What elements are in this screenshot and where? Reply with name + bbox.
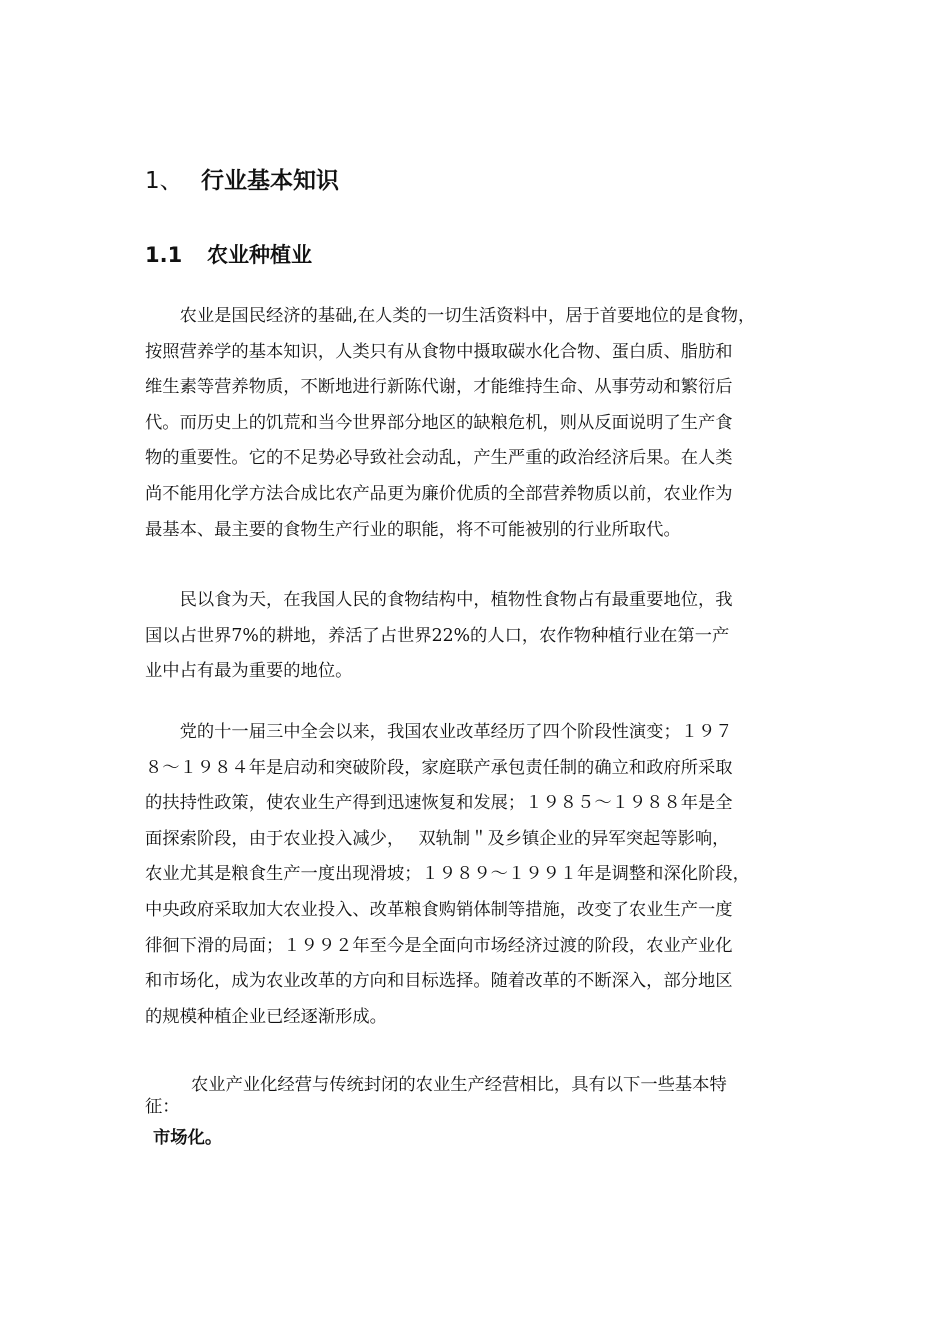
paragraph-line: 党的十一届三中全会以来，我国农业改革经历了四个阶段性演变；１９７	[145, 722, 733, 742]
paragraph-line: 农业尤其是粮食生产一度出现滑坡；１９８９～１９９１年是调整和深化阶段，	[145, 864, 750, 885]
subsection-number: 1.1	[145, 243, 183, 267]
paragraph-line: 国以占世界7%的耕地，养活了占世界22%的人口，农作物种植行业在第一产	[145, 625, 730, 646]
paragraph-line: 农业是国民经济的基础,在人类的一切生活资料中，居于首要地位的是食物，	[145, 306, 756, 326]
paragraph-line: 业中占有最为重要的地位。	[145, 661, 353, 682]
paragraph-line: 征：	[145, 1097, 180, 1117]
paragraph-line: 维生素等营养物质，不断地进行新陈代谢，才能维持生命、从事劳动和繁衍后	[145, 377, 733, 398]
feature-item-marketization: 市场化。	[153, 1128, 223, 1148]
paragraph-line: 物的重要性。它的不足势必导致社会动乱，产生严重的政治经济后果。在人类	[145, 448, 733, 469]
paragraph-line: 和市场化，成为农业改革的方向和目标选择。随着改革的不断深入，部分地区	[145, 971, 733, 992]
paragraph-line: 徘徊下滑的局面；１９９２年至今是全面向市场经济过渡的阶段，农业产业化	[145, 935, 733, 956]
paragraph-line: 按照营养学的基本知识，人类只有从食物中摄取碳水化合物、蛋白质、脂肪和	[145, 341, 733, 362]
paragraph-line: 的规模种植企业已经逐渐形成。	[145, 1006, 387, 1027]
paragraph-food-structure	[145, 583, 810, 690]
subsection-heading	[145, 241, 312, 269]
paragraph-line: 尚不能用化学方法合成比农产品更为廉价优质的全部营养物质以前，农业作为	[145, 483, 733, 504]
paragraph-industrialization-features	[145, 1074, 727, 1118]
paragraph-line: 民以食为天，在我国人民的食物结构中，植物性食物占有最重要地位，我	[145, 590, 733, 610]
paragraph-line: ８～１９８４年是启动和突破阶段，家庭联产承包责任制的确立和政府所采取	[145, 757, 733, 778]
paragraph-line: 中央政府采取加大农业投入、改革粮食购销体制等措施，改变了农业生产一度	[145, 899, 733, 920]
paragraph-line: 代。而历史上的饥荒和当今世界部分地区的缺粮危机，则从反面说明了生产食	[145, 412, 733, 433]
paragraph-line: 面探索阶段，由于农业投入减少， 双轨制＂及乡镇企业的异军突起等影响，	[145, 828, 730, 849]
paragraph-line: 农业产业化经营与传统封闭的农业生产经营相比，具有以下一些基本特	[191, 1075, 727, 1095]
paragraph-agriculture-foundation	[145, 299, 810, 548]
paragraph-line: 最基本、最主要的食物生产行业的职能，将不可能被别的行业所取代。	[145, 519, 681, 540]
paragraph-line: 的扶持性政策，使农业生产得到迅速恢复和发展；１９８５～１９８８年是全	[145, 793, 733, 814]
section-heading	[145, 166, 339, 196]
paragraph-reform-stages	[145, 715, 810, 1035]
subsection-title: 农业种植业	[207, 243, 312, 267]
section-title: 行业基本知识	[201, 168, 339, 194]
section-number: 1、	[145, 168, 183, 194]
